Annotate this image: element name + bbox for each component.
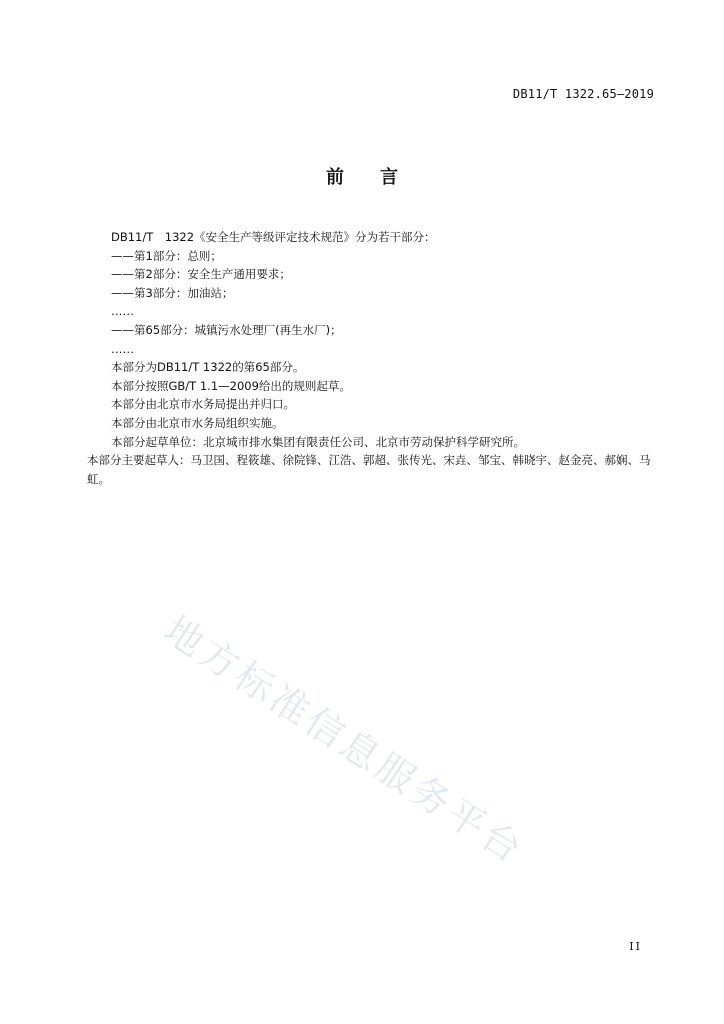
page-title: 前言: [326, 167, 434, 188]
watermark-text: 地方标准信息服务平台: [156, 607, 533, 874]
paragraph-drafting-rules: 本部分按照GB/T 1.1—2009给出的规则起草。: [111, 378, 351, 393]
watermark: [156, 600, 625, 874]
document-body: [87, 228, 667, 488]
paragraph-series-intro: DB11/T 1322《安全生产等级评定技术规范》分为若干部分：: [111, 230, 436, 244]
list-ellipsis: ……: [111, 341, 134, 356]
list-item-part-1: ——第1部分：总则；: [111, 248, 222, 263]
list-ellipsis: ……: [111, 304, 134, 319]
paragraph-implementer: 本部分由北京市水务局组织实施。: [111, 415, 284, 430]
list-item-part-65: ——第65部分：城镇污水处理厂(再生水厂)；: [111, 322, 342, 337]
paragraph-drafters: 本部分主要起草人：马卫国、程筱雄、徐院锋、江浩、郭超、张传光、宋垚、邹宝、韩晓宇、赵金亮、郝娴、马虹。: [87, 453, 651, 486]
list-item-part-2: ——第2部分：安全生产通用要求；: [111, 267, 291, 282]
document-code: DB11/T 1322.65—2019: [512, 87, 654, 101]
page-number: II: [629, 940, 642, 953]
list-item-part-3: ——第3部分：加油站；: [111, 285, 234, 300]
paragraph-proposer: 本部分由北京市水务局提出并归口。: [111, 397, 295, 412]
paragraph-drafting-units: 本部分起草单位：北京城市排水集团有限责任公司、北京市劳动保护科学研究所。: [111, 434, 525, 449]
paragraph-part-statement: 本部分为DB11/T 1322的第65部分。: [111, 360, 305, 375]
